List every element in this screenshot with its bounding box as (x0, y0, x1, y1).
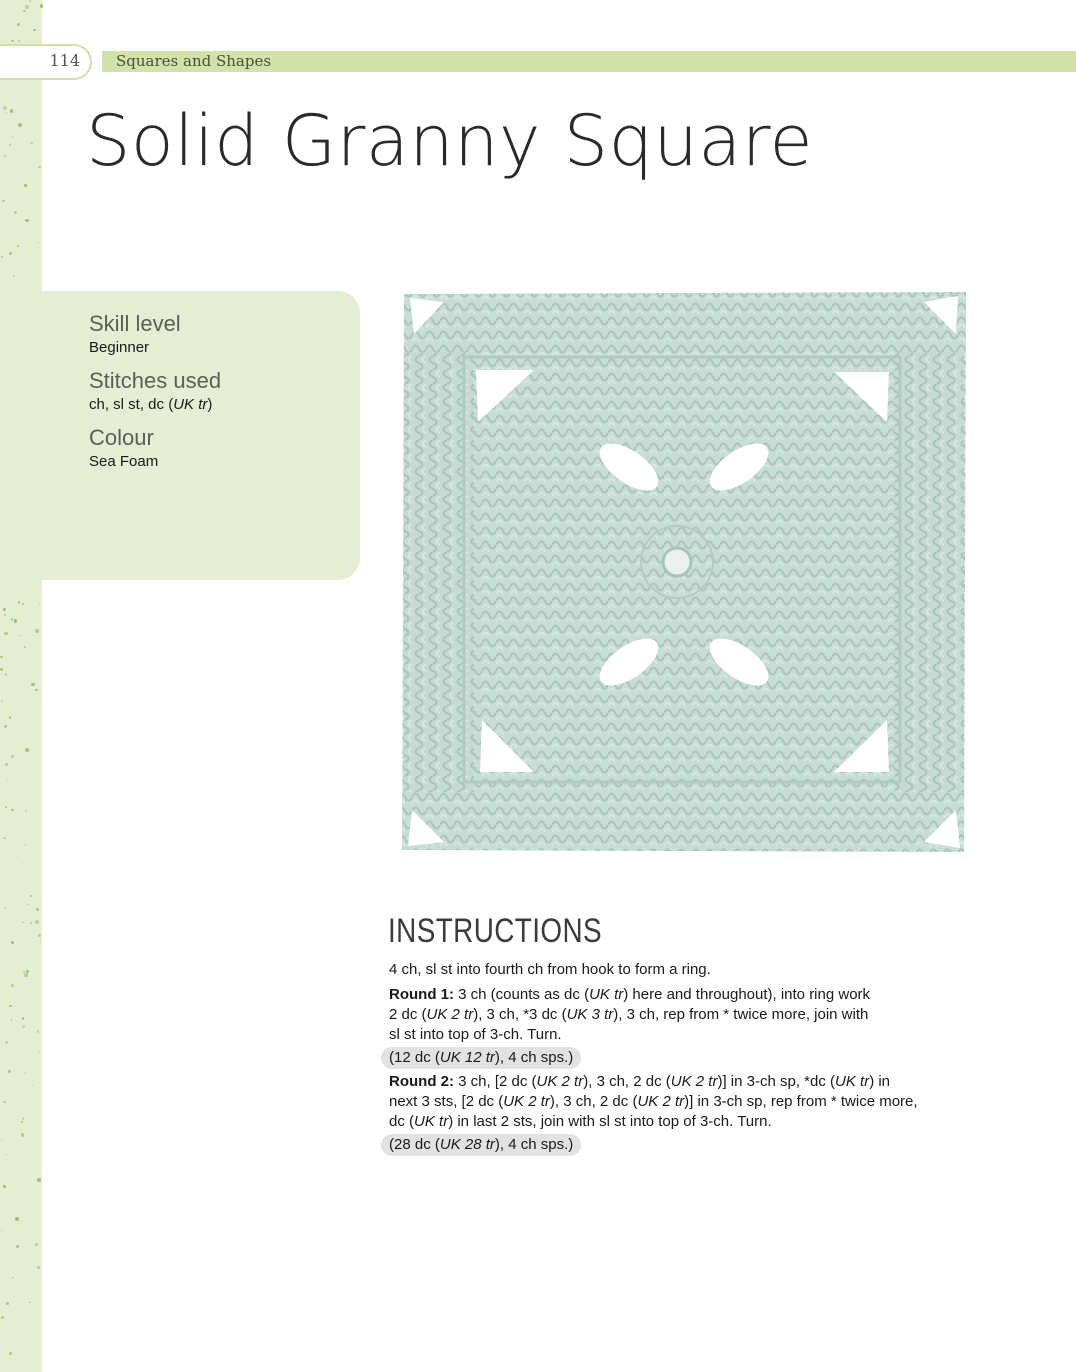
speckle-dot (37, 1178, 41, 1182)
speckle-dot (18, 40, 20, 42)
speckle-dot (5, 1154, 6, 1155)
speckle-dot (1, 256, 3, 258)
speckle-dot (7, 1085, 8, 1086)
speckle-dot (3, 1185, 5, 1187)
speckle-dot (31, 683, 34, 686)
speckle-dot (25, 219, 29, 223)
speckle-dot (29, 0, 31, 2)
speckle-dot (15, 1217, 19, 1221)
speckle-dot (3, 106, 7, 110)
speckle-dot (22, 1017, 24, 1019)
speckle-dot (35, 920, 39, 924)
speckle-dot (37, 1266, 40, 1269)
speckle-dot (20, 902, 21, 903)
speckle-dot (38, 242, 39, 243)
speckle-dot (40, 4, 44, 8)
speckle-dot (38, 934, 41, 937)
speckle-dot (25, 5, 29, 9)
speckle-dot (35, 629, 39, 633)
speckle-dot (25, 810, 27, 812)
speckle-dot (17, 245, 19, 247)
speckle-dot (4, 155, 6, 157)
speckle-dot (13, 275, 16, 278)
speckle-dot (11, 984, 14, 987)
speckle-dot (11, 1019, 12, 1020)
speckle-dot (4, 632, 8, 636)
speckle-dot (25, 748, 29, 752)
speckle-dot (0, 668, 2, 670)
skill-level-block (89, 311, 181, 356)
round-1-stitch-count: (12 dc (UK 12 tr), 4 ch sps.) (381, 1047, 581, 1069)
speckle-dot (21, 1133, 24, 1136)
stitches-used-label: Stitches used (89, 368, 222, 393)
page-title: Solid Granny Square (86, 100, 814, 182)
section-title: Squares and Shapes (116, 52, 272, 70)
stitches-used-block (89, 368, 221, 413)
speckle-dot (11, 40, 14, 43)
speckle-dot (21, 1121, 23, 1123)
speckle-dot (7, 780, 8, 781)
speckle-dot (4, 614, 6, 616)
speckle-dot (14, 619, 17, 622)
round-2-text: Round 2: 3 ch, [2 dc (UK 2 tr), 3 ch, 2 dc (UK 2 tr)] in 3-ch sp, *dc (UK tr) in next 3 sts, [2 dc (UK 2 tr), 3 ch, 2 dc (UK 2 tr)] in 3-ch sp, rep from * twice more, dc (UK tr) in last 2 sts, join with sl st into top of 3-ch. Turn. (389, 1073, 918, 1130)
speckle-dot (1, 700, 3, 702)
round-2-stitch-count: (28 dc (UK 28 tr), 4 ch sps.) (381, 1134, 581, 1156)
speckle-dot (1, 1230, 3, 1232)
speckle-dot (22, 922, 23, 923)
speckle-dot (22, 1117, 25, 1120)
granny-square-photo (384, 272, 980, 868)
speckle-dot (23, 10, 25, 12)
speckle-dot (24, 646, 26, 648)
speckle-dot (12, 1277, 14, 1279)
speckle-dot (1, 1316, 4, 1319)
speckle-dot (5, 1041, 8, 1044)
speckle-dot (39, 604, 40, 605)
stitches-used-value: ch, sl st, dc (UK tr) (89, 396, 213, 413)
colour-label: Colour (89, 425, 154, 450)
speckle-dot (30, 895, 32, 897)
speckle-dot (12, 136, 13, 137)
speckle-dot (16, 856, 17, 857)
speckle-dot (6, 1302, 9, 1305)
speckle-dot (10, 109, 14, 113)
speckle-dot (11, 941, 14, 944)
speckle-dot (14, 670, 15, 671)
speckle-dot (11, 809, 13, 811)
instructions-intro: 4 ch, sl st into fourth ch from hook to form a ring. (389, 961, 711, 978)
speckle-dot (38, 166, 40, 168)
speckle-dot (30, 142, 32, 144)
speckle-dot (33, 29, 36, 32)
speckle-dot (0, 656, 2, 658)
page-number: 114 (49, 51, 80, 70)
speckle-dot (11, 618, 13, 620)
speckle-dot (25, 1072, 27, 1074)
speckle-dot (25, 844, 26, 845)
speckle-dot (8, 1070, 11, 1073)
speckle-dot (22, 1025, 25, 1028)
speckle-dot (22, 603, 24, 605)
speckle-dot (19, 635, 20, 636)
speckle-dot (9, 1352, 11, 1354)
speckle-dot (9, 144, 11, 146)
speckle-dot (3, 608, 6, 611)
colour-block (89, 425, 158, 470)
left-margin-strip (0, 0, 42, 1372)
speckle-dot (35, 1243, 38, 1246)
speckle-dot (4, 725, 8, 729)
speckle-dot (24, 184, 27, 187)
speckle-dot (17, 23, 20, 26)
speckle-dot (39, 1051, 40, 1052)
speckle-dot (27, 904, 28, 905)
speckle-dot (18, 601, 20, 603)
colour-value: Sea Foam (89, 453, 159, 470)
speckle-dot (3, 837, 5, 839)
skill-level-label: Skill level (89, 311, 181, 336)
speckle-dot (5, 806, 7, 808)
speckle-dot (9, 1005, 11, 1007)
instructions-heading: INSTRUCTIONS (388, 912, 603, 950)
round-1-text: Round 1: 3 ch (counts as dc (UK tr) here and throughout), into ring work 2 dc (UK 2 tr), 3 ch, *3 dc (UK 3 tr), 3 ch, rep from * twice more, join with sl st into top of 3-ch. Turn. (389, 986, 871, 1043)
speckle-dot (9, 252, 12, 255)
speckle-dot (14, 211, 17, 214)
speckle-dot (18, 123, 22, 127)
speckle-dot (29, 1302, 31, 1304)
speckle-dot (2, 200, 4, 202)
speckle-dot (9, 716, 12, 719)
speckle-dot (2, 618, 3, 619)
granny-square-illustration (384, 272, 980, 868)
skill-level-value: Beginner (89, 339, 150, 356)
speckle-dot (24, 973, 28, 977)
speckle-dot (35, 689, 37, 691)
speckle-dot (11, 755, 14, 758)
speckle-dot (4, 907, 6, 909)
speckle-dot (6, 112, 7, 113)
speckle-dot (3, 1101, 5, 1103)
speckle-dot (16, 1245, 19, 1248)
speckle-dot (32, 1085, 34, 1087)
speckle-dot (1, 1140, 3, 1142)
speckle-dot (10, 970, 11, 971)
speckle-dot (37, 1030, 40, 1033)
speckle-dot (5, 763, 8, 766)
speckle-dot (30, 922, 32, 924)
speckle-dot (5, 673, 8, 676)
speckle-dot (36, 908, 38, 910)
